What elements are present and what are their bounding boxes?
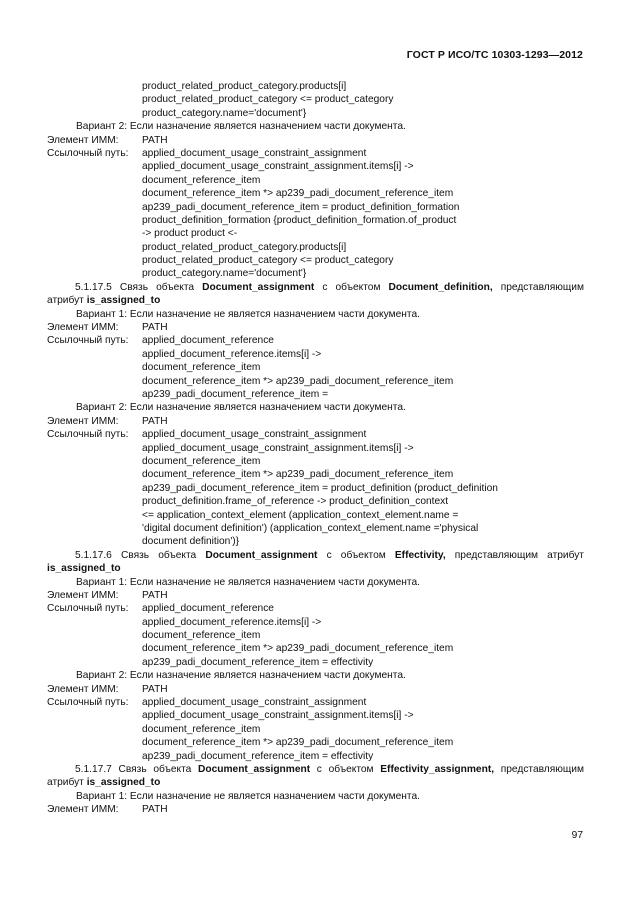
path-row [47, 147, 584, 160]
path-line: document_reference_item [142, 455, 261, 467]
element-value: PATH [142, 804, 168, 816]
path-line: document_reference_item [142, 630, 261, 642]
element-label: Элемент ИММ: [47, 134, 119, 146]
path-line: product_definition_formation {product_definition_formation.of_product [142, 214, 457, 226]
path-line: document definition')} [142, 536, 240, 548]
path-line: applied_document_usage_constraint_assignment.items[i] -> [142, 161, 414, 173]
entity-name: Document_assignment [205, 549, 318, 561]
element-row [47, 321, 584, 334]
path-line: document_reference_item *> ap239_padi_document_reference_item [142, 188, 454, 200]
entity-name: Document_assignment [202, 281, 315, 293]
section-5-1-17-6: 5.1.17.6 Связь объекта Document_assignment с объектом Effectivity, представляющим атрибут is_assigned_to [47, 549, 584, 575]
path-line: document_reference_item *> ap239_padi_document_reference_item [142, 737, 454, 749]
path-line: applied_document_usage_constraint_assignment.items[i] -> [142, 442, 414, 454]
standard-header: ГОСТ Р ИСО/ТС 10303-1293—2012 [406, 49, 583, 61]
variant-1-heading: Вариант 1: Если назначение не является назначением части документа. [76, 576, 420, 588]
element-row [47, 803, 584, 816]
element-label: Элемент ИММ: [47, 589, 119, 601]
path-line: document_reference_item *> ap239_padi_document_reference_item [142, 469, 454, 481]
path-line: product_definition.frame_of_reference -> product_definition_context [142, 496, 449, 508]
element-value: PATH [142, 415, 168, 427]
path-line: ap239_padi_document_reference_item = effectivity [142, 750, 374, 762]
document-body [47, 80, 584, 817]
path-line: document_reference_item *> ap239_padi_document_reference_item [142, 643, 454, 655]
path-row [47, 602, 584, 615]
path-line: product_related_product_category <= product_category [142, 94, 394, 106]
path-line: applied_document_usage_constraint_assignment.items[i] -> [142, 710, 414, 722]
element-label: Элемент ИММ: [47, 804, 119, 816]
path-line: document_reference_item *> ap239_padi_document_reference_item [142, 375, 454, 387]
element-value: PATH [142, 322, 168, 334]
variant-2-heading: Вариант 2: Если назначение является назначением части документа. [76, 402, 406, 414]
path-line: ap239_padi_document_reference_item = product_definition_formation [142, 201, 460, 213]
entity-name: Document_assignment [198, 763, 311, 775]
path-first-line: applied_document_reference [142, 603, 274, 615]
path-label: Ссылочный путь: [47, 603, 129, 615]
attribute-name: is_assigned_to [86, 777, 161, 789]
element-label: Элемент ИММ: [47, 683, 119, 695]
element-value: PATH [142, 683, 168, 695]
path-line: product_category.name='document'} [142, 107, 307, 119]
element-label: Элемент ИММ: [47, 415, 119, 427]
path-first-line: applied_document_usage_constraint_assignment [142, 429, 367, 441]
path-first-line: applied_document_usage_constraint_assignment [142, 697, 367, 709]
attribute-name: is_assigned_to [47, 563, 121, 575]
page-number: 97 [571, 830, 583, 841]
path-line: product_related_product_category <= product_category [142, 255, 394, 267]
element-row [47, 683, 584, 696]
path-first-line: applied_document_usage_constraint_assignment [142, 147, 367, 159]
path-label: Ссылочный путь: [47, 335, 129, 347]
variant-1-heading: Вариант 1: Если назначение не является назначением части документа. [76, 790, 420, 802]
element-value: PATH [142, 134, 168, 146]
path-line: product_related_product_category.products[i] [142, 241, 347, 253]
path-line: ap239_padi_document_reference_item = effectivity [142, 656, 374, 668]
element-label: Элемент ИММ: [47, 322, 119, 334]
path-line: document_reference_item [142, 723, 261, 735]
element-row [47, 589, 584, 602]
path-row [47, 428, 584, 441]
attribute-name: is_assigned_to [86, 295, 161, 307]
path-line: product_related_product_category.products[i] [142, 81, 347, 92]
path-line: document_reference_item [142, 362, 261, 374]
path-first-line: applied_document_reference [142, 335, 274, 347]
element-row [47, 134, 584, 147]
path-line: applied_document_reference.items[i] -> [142, 616, 322, 628]
path-label: Ссылочный путь: [47, 429, 129, 441]
path-label: Ссылочный путь: [47, 147, 129, 159]
path-row [47, 696, 584, 709]
path-line: ap239_padi_document_reference_item = product_definition (product_definition [142, 482, 498, 494]
target-entity-name: Effectivity_assignment, [380, 763, 495, 775]
path-line: -> product product <- [142, 228, 238, 240]
variant-2-heading: Вариант 2: Если назначение является назначением части документа. [76, 670, 406, 682]
path-label: Ссылочный путь: [47, 697, 129, 709]
path-line: <= application_context_element (application_context_element.name = [142, 509, 459, 521]
target-entity-name: Document_definition, [388, 281, 493, 293]
path-line: 'digital document definition') (application_context_element.name ='physical [142, 522, 479, 534]
path-row [47, 334, 584, 347]
path-line: ap239_padi_document_reference_item = [142, 389, 329, 401]
path-line: product_category.name='document'} [142, 268, 307, 280]
element-value: PATH [142, 589, 168, 601]
section-5-1-17-5: 5.1.17.5 Связь объекта Document_assignment с объектом Document_definition, представляющим атрибут is_assigned_to [47, 281, 584, 307]
section-5-1-17-7: 5.1.17.7 Связь объекта Document_assignment с объектом Effectivity_assignment, представляющим атрибут is_assigned_to [47, 763, 584, 789]
element-row [47, 415, 584, 428]
path-line: applied_document_reference.items[i] -> [142, 348, 322, 360]
target-entity-name: Effectivity, [394, 549, 446, 561]
variant-2-heading: Вариант 2: Если назначение является назначением части документа. [76, 121, 406, 133]
path-line: document_reference_item [142, 174, 261, 186]
variant-1-heading: Вариант 1: Если назначение не является назначением части документа. [76, 308, 420, 320]
